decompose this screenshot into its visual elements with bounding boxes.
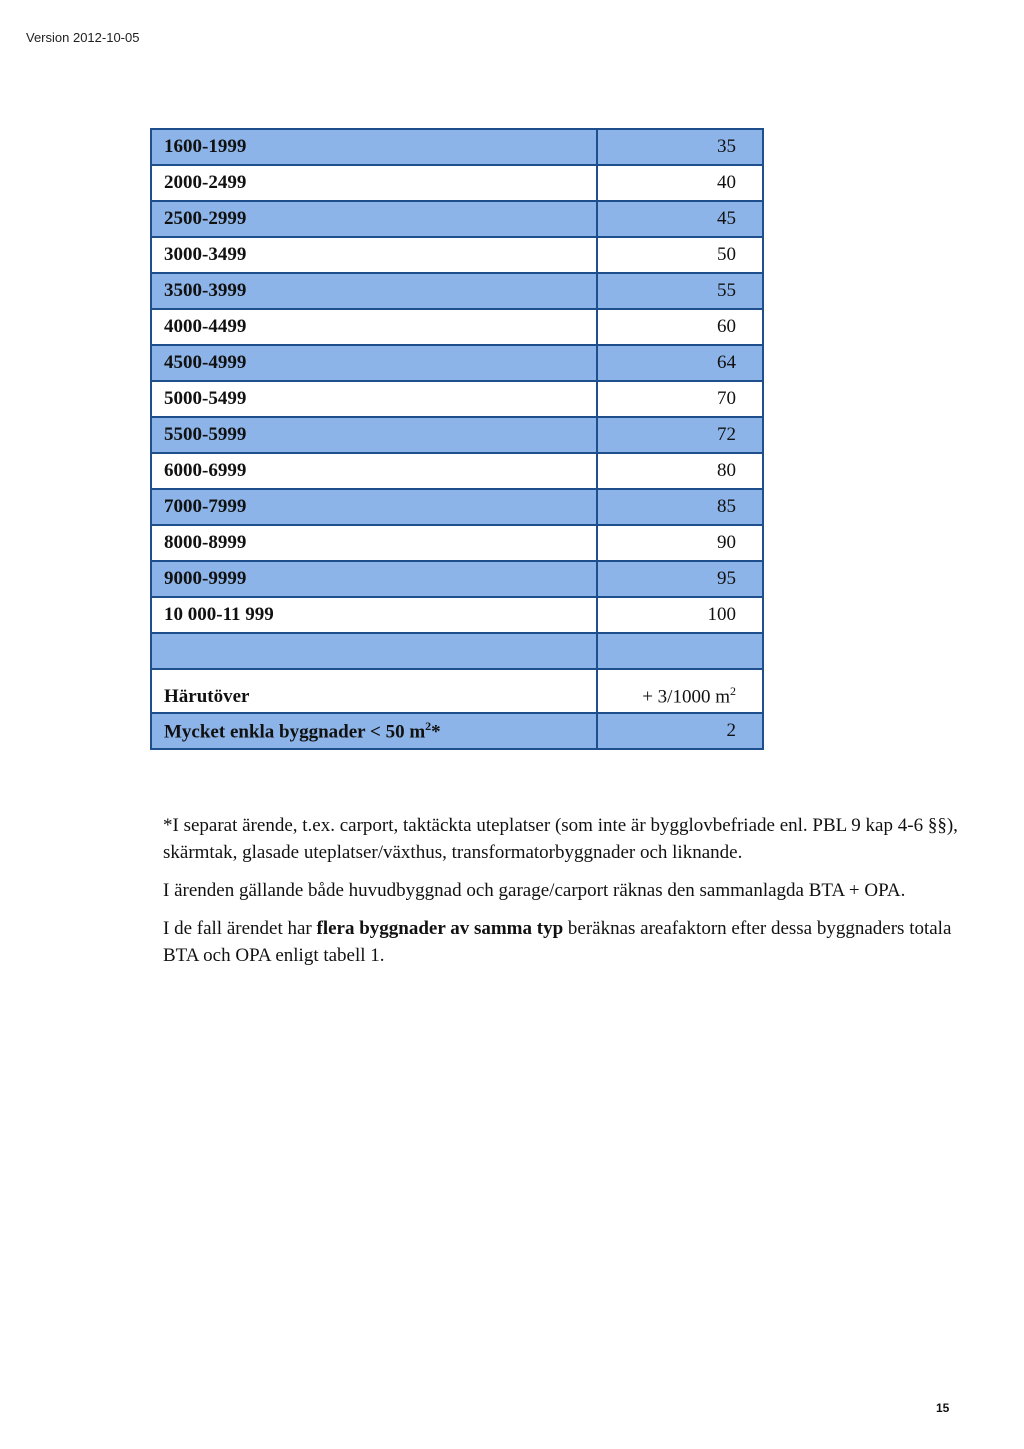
area-factor-cell: 64 [597, 345, 763, 381]
area-factor-cell: 72 [597, 417, 763, 453]
area-range-cell: 2500-2999 [151, 201, 597, 237]
table-row [151, 381, 763, 417]
area-factor-cell: 85 [597, 489, 763, 525]
harutover-label [151, 669, 597, 713]
area-range-cell: 3000-3499 [151, 237, 597, 273]
area-factor-cell: 35 [597, 129, 763, 165]
area-range-cell: 5500-5999 [151, 417, 597, 453]
table-row [151, 561, 763, 597]
version-label: Version 2012-10-05 [26, 30, 140, 45]
multiple-buildings-text-start: I de fall ärendet har [163, 918, 317, 939]
table-cell-blank [151, 633, 597, 669]
table-row-blank [151, 633, 763, 669]
simple-buildings-label-text: Mycket enkla byggnader < 50 m [164, 721, 426, 743]
multiple-buildings-text-end: beräknas areafaktorn efter dessa byggnaders totala BTA och OPA enligt tabell 1. [163, 918, 952, 966]
area-factor-cell: 50 [597, 237, 763, 273]
area-factor-table-extra [151, 633, 763, 749]
table-row [151, 273, 763, 309]
area-factor-cell: 80 [597, 453, 763, 489]
table-row [151, 417, 763, 453]
area-range-cell: 2000-2499 [151, 165, 597, 201]
table-row [151, 489, 763, 525]
table-row [151, 237, 763, 273]
multiple-buildings-bold: flera byggnader av samma typ [316, 918, 564, 939]
simple-buildings-sup: 2 [425, 718, 432, 733]
area-factor-table-body [151, 129, 763, 633]
simple-buildings-factor: 2 [597, 713, 763, 749]
harutover-factor-sup: 2 [730, 683, 736, 698]
area-range-cell: 9000-9999 [151, 561, 597, 597]
harutover-factor [597, 669, 763, 713]
table-row [151, 309, 763, 345]
area-factor-cell: 60 [597, 309, 763, 345]
harutover-label-text: Härutöver [164, 686, 250, 707]
area-range-cell: 4500-4999 [151, 345, 597, 381]
table-row [151, 165, 763, 201]
notes-section [163, 812, 963, 980]
table-row [151, 129, 763, 165]
table-row [151, 597, 763, 633]
area-range-cell: 4000-4499 [151, 309, 597, 345]
table-row [151, 345, 763, 381]
page-number: 15 [936, 1401, 950, 1415]
area-factor-cell: 100 [597, 597, 763, 633]
area-range-cell: 8000-8999 [151, 525, 597, 561]
area-factor-table [150, 128, 764, 750]
table-row [151, 453, 763, 489]
table-row [151, 201, 763, 237]
area-range-cell: 6000-6999 [151, 453, 597, 489]
harutover-factor-text: + 3/1000 m [642, 686, 730, 707]
area-factor-cell: 70 [597, 381, 763, 417]
area-factor-cell: 90 [597, 525, 763, 561]
table-cell-blank [597, 633, 763, 669]
table-row-simple-buildings [151, 713, 763, 749]
combined-area-paragraph: I ärenden gällande både huvudbyggnad och garage/carport räknas den sammanlagda BTA + OPA. [163, 880, 906, 901]
area-range-cell: 3500-3999 [151, 273, 597, 309]
simple-buildings-suffix: * [431, 721, 441, 743]
area-factor-cell: 45 [597, 201, 763, 237]
area-range-cell: 5000-5499 [151, 381, 597, 417]
area-range-cell: 1600-1999 [151, 129, 597, 165]
footnote-paragraph: *I separat ärende, t.ex. carport, taktäckta uteplatser (som inte är bygglovbefriade enl. PBL 9 kap 4-6 §§), skärmtak, glasade uteplatser/växthus, transformatorbyggnader och liknande. [163, 815, 958, 863]
multiple-buildings-paragraph [163, 915, 963, 969]
table-row-harutover [151, 669, 763, 713]
simple-buildings-label [151, 713, 597, 749]
area-factor-cell: 55 [597, 273, 763, 309]
area-range-cell: 7000-7999 [151, 489, 597, 525]
table-row [151, 525, 763, 561]
area-factor-cell: 40 [597, 165, 763, 201]
area-range-cell: 10 000-11 999 [151, 597, 597, 633]
area-factor-cell: 95 [597, 561, 763, 597]
